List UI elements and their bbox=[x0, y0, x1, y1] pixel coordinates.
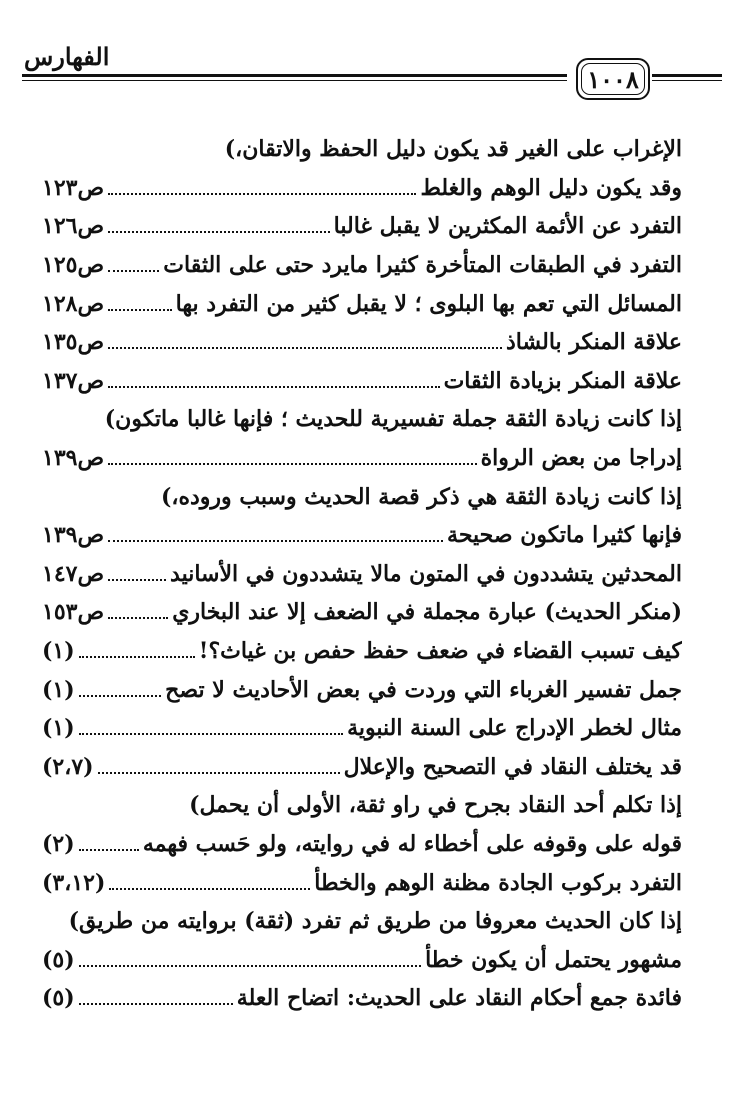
index-entry bbox=[42, 709, 682, 748]
entry-page-ref: ص١٥٣ bbox=[42, 599, 105, 626]
entry-page-ref: ص١٢٨ bbox=[42, 290, 105, 317]
page-header bbox=[0, 0, 747, 110]
entry-page-ref: (٥) bbox=[42, 985, 75, 1012]
index-entry bbox=[42, 786, 682, 825]
entry-title: مثال لخطر الإدراج على السنة النبوية bbox=[347, 715, 682, 742]
index-entry bbox=[42, 130, 682, 169]
entry-page-ref: ص١٣٥ bbox=[42, 329, 105, 356]
entry-page-ref: ص١٣٩ bbox=[42, 522, 105, 549]
index-entry bbox=[42, 284, 682, 323]
entry-title: إذا كان الحديث معروفا من طريق ثم تفرد (ثقة) بروايته من طريق) bbox=[68, 908, 682, 935]
leader-dots bbox=[79, 683, 162, 697]
entry-title: إذا تكلم أحد النقاد بجرح في راو ثقة، الأولى أن يحمل) bbox=[189, 792, 682, 819]
entry-page-ref: ص١٤٧ bbox=[42, 560, 105, 587]
index-entry bbox=[42, 400, 682, 439]
index-entry bbox=[42, 979, 682, 1018]
index-entry bbox=[42, 169, 682, 208]
leader-dots bbox=[79, 644, 195, 658]
entry-page-ref: (٣،١٢) bbox=[42, 869, 106, 896]
index-entry bbox=[42, 246, 682, 285]
entry-title: علاقة المنكر بزيادة الثقات bbox=[443, 367, 682, 394]
page-number: ١٠٠٨ bbox=[587, 64, 639, 94]
page-number-frame bbox=[576, 58, 650, 100]
leader-dots bbox=[79, 721, 343, 735]
index-entry bbox=[42, 362, 682, 401]
running-head: الفهارس bbox=[24, 42, 110, 71]
entry-title: التفرد في الطبقات المتأخرة كثيرا مايرد حتى على الثقات bbox=[163, 252, 682, 279]
leader-dots bbox=[108, 605, 168, 619]
index-entry bbox=[42, 593, 682, 632]
index-entry bbox=[42, 902, 682, 941]
index-entry bbox=[42, 632, 682, 671]
index-entry bbox=[42, 477, 682, 516]
index-entry bbox=[42, 323, 682, 362]
leader-dots bbox=[108, 335, 502, 349]
entry-title: وقد يكون دليل الوهم والغلط bbox=[420, 174, 682, 201]
index-entry bbox=[42, 207, 682, 246]
index-entry bbox=[42, 555, 682, 594]
entry-page-ref: ص١٢٣ bbox=[42, 174, 105, 201]
index-entry bbox=[42, 940, 682, 979]
entry-page-ref: ص١٣٧ bbox=[42, 367, 105, 394]
entry-title: علاقة المنكر بالشاذ bbox=[506, 329, 682, 356]
leader-dots bbox=[79, 837, 139, 851]
leader-dots bbox=[109, 876, 310, 890]
entry-title: كيف تسبب القضاء في ضعف حفظ حفص بن غياث؟! bbox=[198, 638, 682, 665]
index-entry bbox=[42, 516, 682, 555]
entry-page-ref: (٢،٧) bbox=[42, 753, 94, 780]
entry-title: إذا كانت زيادة الثقة جملة تفسيرية للحديث ؛ فإنها غالبا ماتكون) bbox=[104, 406, 682, 433]
entry-page-ref: (٥) bbox=[42, 946, 75, 973]
leader-dots bbox=[79, 953, 421, 967]
entry-title: إذا كانت زيادة الثقة هي ذكر قصة الحديث وسبب وروده،) bbox=[160, 483, 682, 510]
leader-dots bbox=[79, 991, 233, 1005]
index-entry bbox=[42, 825, 682, 864]
entry-page-ref: ص١٢٥ bbox=[42, 252, 105, 279]
entry-title: فإنها كثيرا ماتكون صحيحة bbox=[447, 522, 682, 549]
leader-dots bbox=[108, 219, 330, 233]
index-entry bbox=[42, 748, 682, 787]
leader-dots bbox=[108, 181, 416, 195]
entry-page-ref: ص١٢٦ bbox=[42, 213, 105, 240]
leader-dots bbox=[108, 567, 166, 581]
entry-title: قد يختلف النقاد في التصحيح والإعلال bbox=[343, 753, 682, 780]
entry-page-ref: (١) bbox=[42, 676, 75, 703]
leader-dots bbox=[98, 760, 340, 774]
entry-title: التفرد عن الأئمة المكثرين لا يقبل غالبا bbox=[333, 213, 682, 240]
entry-title: (منكر الحديث) عبارة مجملة في الضعف إلا عند البخاري bbox=[172, 599, 682, 626]
header-rule bbox=[22, 74, 567, 81]
index-entry bbox=[42, 439, 682, 478]
index-entry bbox=[42, 670, 682, 709]
entry-title: الإغراب على الغير قد يكون دليل الحفظ والاتقان،) bbox=[224, 136, 682, 163]
entry-title: مشهور يحتمل أن يكون خطأ bbox=[425, 946, 682, 973]
index-entry bbox=[42, 863, 682, 902]
leader-dots bbox=[108, 451, 477, 465]
entry-title: فائدة جمع أحكام النقاد على الحديث: اتضاح العلة bbox=[236, 985, 682, 1012]
entry-page-ref: (١) bbox=[42, 638, 75, 665]
entry-title: المحدثين يتشددون في المتون مالا يتشددون في الأسانيد bbox=[170, 560, 682, 587]
leader-dots bbox=[108, 297, 172, 311]
leader-dots bbox=[108, 528, 443, 542]
leader-dots bbox=[108, 258, 159, 272]
entry-title: إدراجا من بعض الرواة bbox=[480, 445, 682, 472]
entry-page-ref: ص١٣٩ bbox=[42, 445, 105, 472]
leader-dots bbox=[108, 374, 440, 388]
index-entries bbox=[42, 130, 682, 1018]
header-rule-right bbox=[652, 74, 722, 81]
entry-page-ref: (٢) bbox=[42, 830, 75, 857]
entry-title: المسائل التي تعم بها البلوى ؛ لا يقبل كثير من التفرد بها bbox=[175, 290, 682, 317]
entry-title: التفرد بركوب الجادة مظنة الوهم والخطأ bbox=[314, 869, 682, 896]
entry-title: قوله على وقوفه على أخطاء له في روايته، ولو حَسب فهمه bbox=[142, 830, 682, 857]
entry-title: جمل تفسير الغرباء التي وردت في بعض الأحاديث لا تصح bbox=[165, 676, 682, 703]
entry-page-ref: (١) bbox=[42, 715, 75, 742]
